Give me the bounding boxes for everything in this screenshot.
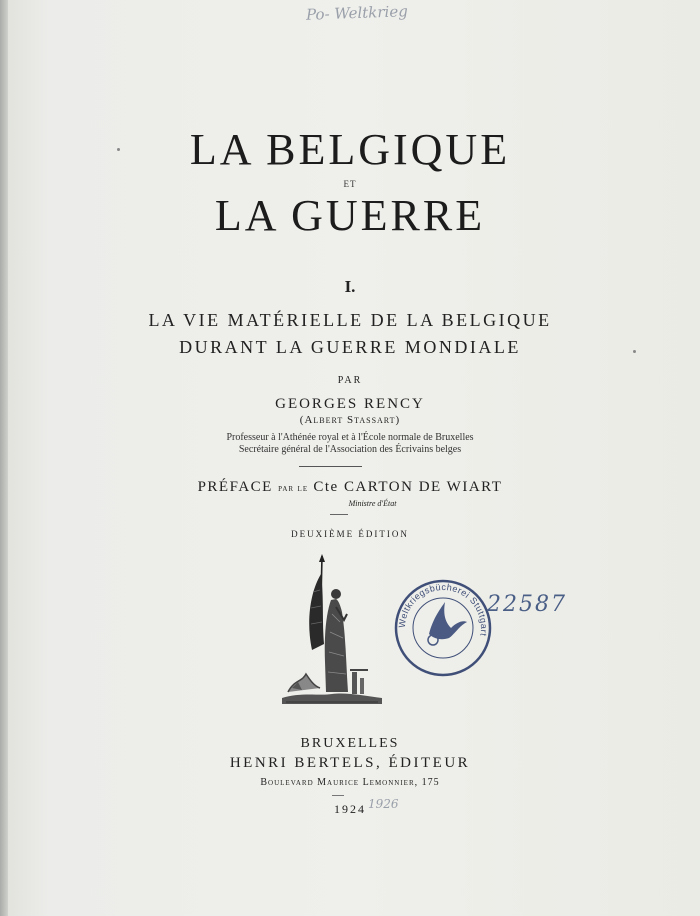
author-name: GEORGES RENCY xyxy=(275,396,425,412)
paper-speck xyxy=(633,350,636,353)
preface-label: PRÉFACE xyxy=(197,479,273,495)
volume-number: I. xyxy=(344,277,356,296)
allegorical-figure-vignette xyxy=(280,552,384,708)
author-pseudonym: (Albert Stassart) xyxy=(299,414,401,426)
author-title-2: Secrétaire général de l'Association des Écrivains belges xyxy=(238,444,462,455)
par-label: PAR xyxy=(337,375,363,386)
imprint-year: 1924 xyxy=(334,802,366,816)
handwritten-year: 1926 xyxy=(368,797,399,811)
imprint-publisher: HENRI BERTELS, ÉDITEUR xyxy=(229,755,471,771)
title-line-1: LA BELGIQUE xyxy=(189,125,511,174)
author-title-1: Professeur à l'Athénée royal et à l'École normale de Bruxelles xyxy=(226,432,474,443)
subtitle-line-2: DURANT LA GUERRE MONDIALE xyxy=(179,337,521,357)
handwritten-annotation: Po- Weltkrieg xyxy=(305,2,409,24)
preface-author-role: Ministre d'État xyxy=(348,499,397,508)
imprint-address: Boulevard Maurice Lemonnier, 175 xyxy=(260,777,440,788)
title-line-2: LA GUERRE xyxy=(214,191,486,240)
short-rule xyxy=(330,514,348,515)
preface-by: par le xyxy=(278,483,309,494)
title-connector: ET xyxy=(343,179,357,189)
library-stamp-text: Weltkriegsbücherei Stuttgart xyxy=(396,581,490,638)
library-stamp xyxy=(393,578,493,678)
edition-label: DEUXIÈME ÉDITION xyxy=(291,529,409,539)
divider-rule xyxy=(299,466,362,467)
imprint-rule xyxy=(332,795,344,796)
preface-author: Cte CARTON DE WIART xyxy=(313,479,503,495)
paper-speck xyxy=(117,148,120,151)
imprint-city: BRUXELLES xyxy=(300,736,400,751)
handwritten-accession-number: 22587 xyxy=(487,592,567,617)
preface-line xyxy=(0,479,700,496)
subtitle-line-1: LA VIE MATÉRIELLE DE LA BELGIQUE xyxy=(148,310,552,330)
